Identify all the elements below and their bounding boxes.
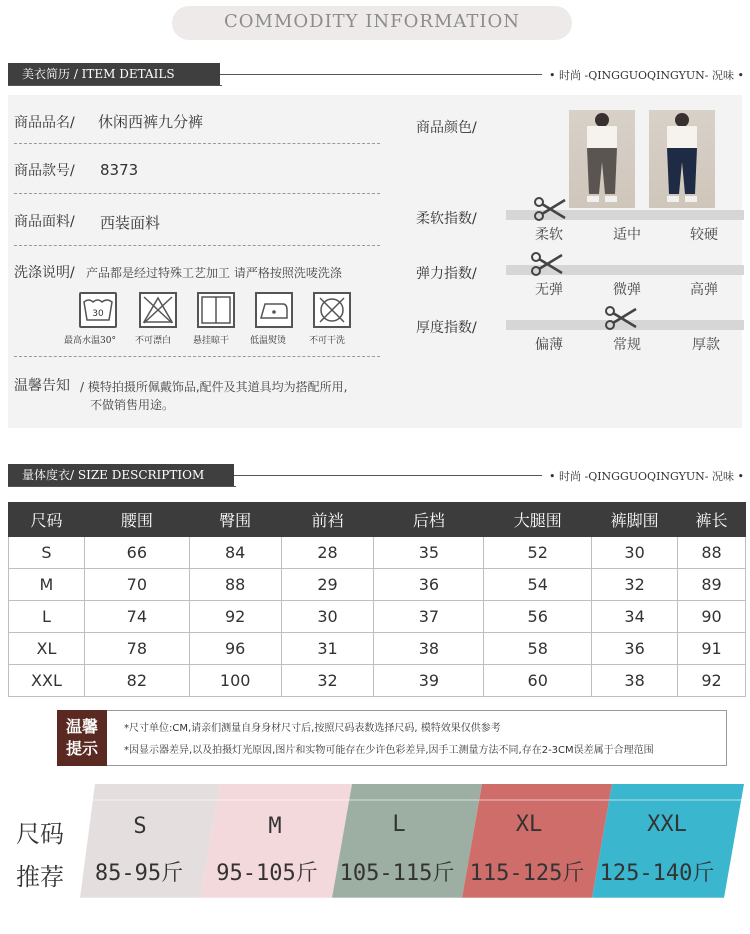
brand-tagline: • 时尚 -QINGGUOQINGYUN- 况味 • xyxy=(549,69,744,82)
notice-text: 不做销售用途。 xyxy=(90,398,175,412)
item-details-bar: 美衣简历 / ITEM DETAILS xyxy=(8,63,220,85)
table-cell: XXL xyxy=(9,665,85,697)
elasticity-label: 弹力指数/ xyxy=(416,266,477,282)
header-size: 尺码 xyxy=(9,503,85,537)
table-cell: 70 xyxy=(84,569,189,601)
color-label: 商品颜色/ xyxy=(416,120,477,136)
name-label: 商品品名/ xyxy=(14,115,75,131)
band-weight: 85-95斤 xyxy=(94,861,184,886)
size-description-bar: 量体度衣/ SIZE DESCRIPTIOM xyxy=(8,464,234,486)
table-cell: L xyxy=(9,601,85,633)
code-label: 商品款号/ xyxy=(14,163,75,179)
table-cell: 30 xyxy=(592,537,678,569)
header-waist: 腰围 xyxy=(84,503,189,537)
table-cell: 60 xyxy=(484,665,592,697)
band-weight: 125-140斤 xyxy=(599,861,715,886)
table-cell: 38 xyxy=(592,665,678,697)
low-iron-icon xyxy=(255,292,293,328)
table-header-row xyxy=(9,503,746,537)
table-cell: 31 xyxy=(281,633,374,665)
table-row xyxy=(9,569,746,601)
wash-caption: 不可漂白 xyxy=(135,336,172,346)
wash-note: 产品都是经过特殊工艺加工 请严格按照洗唛洗涤 xyxy=(86,266,342,280)
table-cell: 96 xyxy=(189,633,281,665)
table-cell: 54 xyxy=(484,569,592,601)
section-divider xyxy=(220,74,542,75)
band-weight: 115-125斤 xyxy=(469,861,585,886)
wash-label: 洗涤说明/ xyxy=(14,265,75,281)
wash-30-icon xyxy=(79,292,117,328)
band-size: M xyxy=(268,814,282,839)
table-cell: 89 xyxy=(678,569,746,601)
notice-line: *因显示器差异,以及拍摄灯光原因,图片和实物可能存在少许色彩差异,因手工测量方法不同,存在2-3CM误差属于合理范围 xyxy=(124,745,654,756)
table-cell: 32 xyxy=(592,569,678,601)
dotted-divider xyxy=(14,245,380,246)
product-photo-grey xyxy=(569,110,635,208)
rec-size-label: 尺码 xyxy=(16,820,64,848)
thickness-option: 常规 xyxy=(613,337,641,353)
brand-tagline: • 时尚 -QINGGUOQINGYUN- 况味 • xyxy=(549,470,744,483)
softness-label: 柔软指数/ xyxy=(416,211,477,227)
table-cell: 36 xyxy=(374,569,484,601)
band-size: L xyxy=(392,812,406,837)
band-weight: 95-105斤 xyxy=(216,861,318,886)
band-size: S xyxy=(133,814,147,839)
notice-label: 温馨告知 xyxy=(14,378,70,394)
table-cell: 34 xyxy=(592,601,678,633)
table-cell: 36 xyxy=(592,633,678,665)
no-bleach-icon xyxy=(139,292,177,328)
table-cell: 88 xyxy=(678,537,746,569)
name-value: 休闲西裤九分裤 xyxy=(98,113,204,131)
notice-text: / 模特拍摄所佩戴饰品,配件及其道具均为搭配所用, xyxy=(80,380,348,394)
thickness-option: 偏薄 xyxy=(535,337,563,353)
header-length: 裤长 xyxy=(678,503,746,537)
table-cell: 39 xyxy=(374,665,484,697)
svg-text:30: 30 xyxy=(92,309,104,319)
dotted-divider xyxy=(14,143,380,144)
elasticity-option: 高弹 xyxy=(690,282,718,298)
table-cell: 29 xyxy=(281,569,374,601)
wash-caption: 最高水温30° xyxy=(64,336,116,346)
section-divider xyxy=(8,85,222,86)
notice-tag-line: 提示 xyxy=(65,739,98,758)
no-dry-clean-icon xyxy=(313,292,351,328)
band-size: XL xyxy=(515,812,543,837)
table-cell: 58 xyxy=(484,633,592,665)
header-hip: 臀围 xyxy=(189,503,281,537)
table-cell: 84 xyxy=(189,537,281,569)
table-cell: 74 xyxy=(84,601,189,633)
notice-line: *尺寸单位:CM,请亲们测量自身身材尺寸后,按照尺码表数选择尺码, 模特效果仅供参考 xyxy=(124,723,501,734)
table-cell: S xyxy=(9,537,85,569)
softness-option: 较硬 xyxy=(690,227,718,243)
elasticity-option: 无弹 xyxy=(535,282,563,298)
elasticity-option: 微弹 xyxy=(613,282,641,298)
wash-caption: 不可干洗 xyxy=(309,336,346,346)
table-cell: 92 xyxy=(189,601,281,633)
hang-dry-icon xyxy=(197,292,235,328)
table-row xyxy=(9,537,746,569)
scissors-icon xyxy=(604,305,638,337)
table-cell: 92 xyxy=(678,665,746,697)
table-cell: 28 xyxy=(281,537,374,569)
page-title: COMMODITY INFORMATION xyxy=(223,11,521,32)
table-cell: 91 xyxy=(678,633,746,665)
code-value: 8373 xyxy=(100,161,139,179)
header-front-rise: 前裆 xyxy=(281,503,374,537)
table-cell: 56 xyxy=(484,601,592,633)
softness-option: 柔软 xyxy=(535,227,563,243)
fabric-label: 商品面料/ xyxy=(14,214,75,230)
table-cell: 30 xyxy=(281,601,374,633)
section-divider xyxy=(234,475,542,476)
table-cell: 38 xyxy=(374,633,484,665)
table-cell: 90 xyxy=(678,601,746,633)
table-cell: 32 xyxy=(281,665,374,697)
table-cell: 100 xyxy=(189,665,281,697)
table-cell: 37 xyxy=(374,601,484,633)
table-cell: 66 xyxy=(84,537,189,569)
header-back-rise: 后档 xyxy=(374,503,484,537)
table-cell: 52 xyxy=(484,537,592,569)
header-thigh: 大腿围 xyxy=(484,503,592,537)
notice-tag-line: 温馨 xyxy=(65,717,98,736)
table-cell: XL xyxy=(9,633,85,665)
section-divider xyxy=(8,486,236,487)
dotted-divider xyxy=(14,193,380,194)
rec-weight-label: 推荐 xyxy=(16,863,64,891)
size-recommend-bands xyxy=(0,784,750,914)
table-cell: 35 xyxy=(374,537,484,569)
table-row xyxy=(9,601,746,633)
header-hem: 裤脚围 xyxy=(592,503,678,537)
thickness-option: 厚款 xyxy=(692,337,720,353)
wash-caption: 低温熨烫 xyxy=(250,336,287,346)
band-weight: 105-115斤 xyxy=(339,861,455,886)
table-cell: 88 xyxy=(189,569,281,601)
table-cell: 82 xyxy=(84,665,189,697)
dotted-divider xyxy=(14,356,380,357)
fabric-value: 西装面料 xyxy=(100,214,161,232)
notice-tag xyxy=(57,710,107,766)
band-size: XXL xyxy=(647,812,687,837)
table-row xyxy=(9,665,746,697)
softness-option: 适中 xyxy=(613,227,641,243)
table-row xyxy=(9,633,746,665)
table-cell: M xyxy=(9,569,85,601)
thickness-label: 厚度指数/ xyxy=(416,320,477,336)
size-table xyxy=(8,502,746,697)
wash-caption: 悬挂晾干 xyxy=(193,336,230,346)
table-cell: 78 xyxy=(84,633,189,665)
product-photo-navy xyxy=(649,110,715,208)
